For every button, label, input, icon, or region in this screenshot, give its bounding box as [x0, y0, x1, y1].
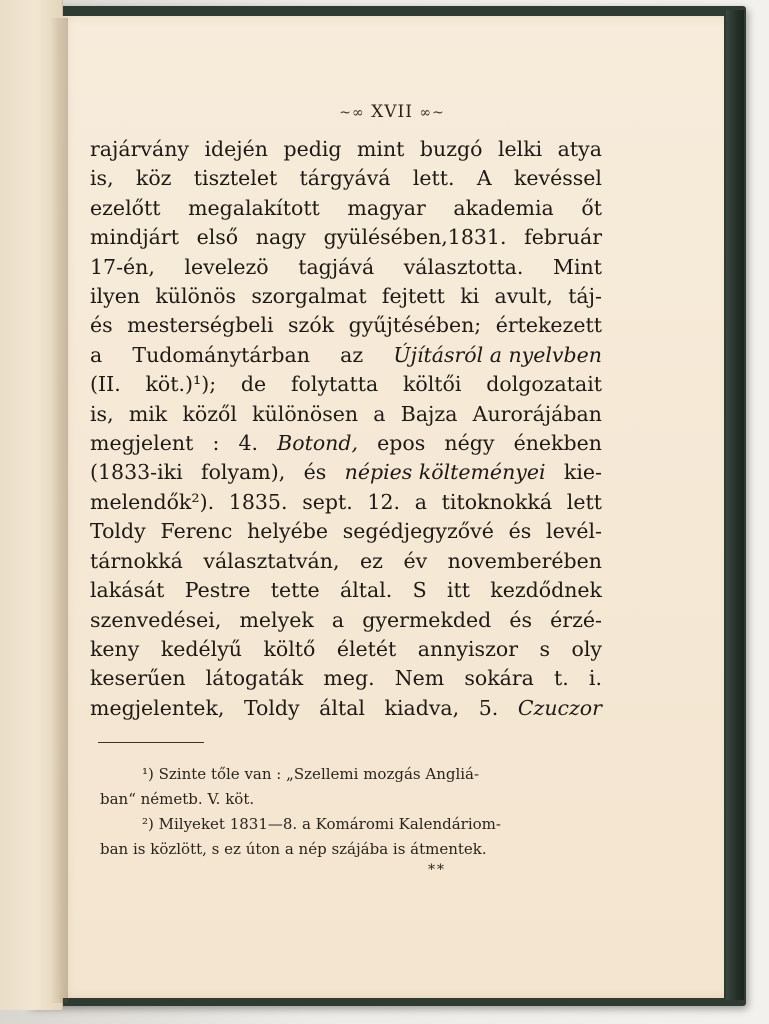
text-line [90, 606, 602, 635]
word: értekezett [495, 313, 602, 338]
word: négy [444, 431, 495, 456]
text-line [90, 253, 602, 282]
word: február [524, 225, 602, 250]
word: köz [135, 166, 172, 191]
word: különösen [252, 401, 359, 426]
text-line [90, 458, 602, 487]
word: mesterségbeli [127, 313, 274, 338]
word: megalakított [188, 195, 320, 220]
word: Botond, [277, 431, 359, 456]
word: 4. [238, 431, 259, 456]
text-line [90, 664, 602, 693]
word: (II. [90, 372, 121, 397]
word: rajárvány [90, 137, 189, 161]
word: megjelent [90, 431, 194, 456]
word: segédjegyzővé [342, 519, 494, 544]
word: kedélyű [160, 636, 242, 661]
word: mik [128, 401, 168, 426]
word: magyar [347, 195, 426, 220]
text-line [90, 311, 602, 340]
ornament-right: ∞~ [419, 105, 445, 121]
word: avult, [494, 284, 553, 309]
word: levelezö [184, 254, 269, 279]
text-line [90, 341, 602, 370]
footnote-2-line-2: ban is közlött, s ez úton a nép szájába is átmentek. [100, 840, 487, 858]
word: énekben [513, 431, 602, 456]
word: látogaták [205, 666, 304, 691]
word: 1835. [228, 489, 288, 514]
word: a [414, 489, 427, 514]
word: és [508, 519, 532, 544]
word: is, [90, 401, 114, 426]
word: által [319, 695, 365, 720]
word: itt [446, 578, 470, 603]
word: szenvedései, [90, 607, 222, 632]
word: közől [182, 401, 237, 426]
word: meg. [323, 666, 375, 691]
text-line [90, 400, 602, 429]
text-line [90, 194, 602, 223]
word: tárnokká [90, 548, 183, 573]
word: az [340, 342, 364, 367]
text-line [90, 429, 602, 458]
word: A [476, 166, 492, 191]
word: választotta. [403, 254, 524, 279]
word: év [403, 548, 428, 573]
word: lett. [412, 166, 455, 191]
word: epos [377, 431, 426, 456]
word: titoknokká [441, 489, 553, 514]
word: mindjárt [90, 225, 179, 250]
word: Tudománytárban [132, 342, 310, 367]
text-line [90, 547, 602, 576]
word: költő [263, 636, 316, 661]
body-text [90, 135, 602, 723]
page-header [60, 102, 724, 122]
word: és [303, 460, 327, 485]
word: megjelentek, [90, 695, 225, 720]
word: kevéssel [513, 166, 602, 191]
word: atya [557, 137, 602, 161]
word: által. [339, 578, 393, 603]
word: ilyen [90, 284, 141, 309]
word: gyermekded [362, 607, 492, 632]
signature-mark: ** [428, 862, 446, 878]
word: keny [90, 636, 140, 661]
word: kie- [563, 460, 602, 485]
word: helyébe [247, 519, 328, 544]
word: Újításról a nyelvben [393, 342, 602, 367]
word: t. [554, 666, 569, 691]
word: lett [566, 489, 602, 514]
word: és [90, 313, 113, 338]
word: buzgó [419, 137, 483, 161]
word: sokára [464, 666, 534, 691]
word: őt [581, 195, 602, 220]
word: pedig [283, 137, 342, 161]
word: Czuczor [517, 695, 602, 720]
word: levél- [546, 519, 602, 544]
word: tette [270, 578, 320, 603]
word: Mint [552, 254, 602, 279]
text-line [90, 488, 602, 517]
word: nagy [255, 225, 306, 250]
word: dolgozatait [486, 372, 602, 397]
word: i. [588, 666, 602, 691]
text-line [90, 694, 602, 723]
word: sept. [302, 489, 353, 514]
word: népies költeményei [344, 460, 546, 485]
word: ezelőtt [90, 195, 161, 220]
book-spine-edge [726, 10, 744, 1000]
word: Toldy [243, 695, 300, 720]
word: szók [288, 313, 335, 338]
word: köt.)¹); [145, 372, 217, 397]
word: költői [402, 372, 462, 397]
word: táj- [568, 284, 602, 309]
text-line [90, 576, 602, 605]
word: 17-én, [90, 254, 155, 279]
word: kezdődnek [490, 578, 602, 603]
word: ki [460, 284, 480, 309]
word: gyűjtésében; [348, 313, 482, 338]
word: Nem [394, 666, 445, 691]
word: a [373, 401, 386, 426]
word: 12. [367, 489, 401, 514]
footnote-2-line-1: ²) Milyeket 1831—8. a Komáromi Kalendáriom- [142, 815, 501, 833]
word: fejtett [381, 284, 445, 309]
word: is, [90, 166, 114, 191]
word: választatván, [203, 548, 340, 573]
word: 5. [478, 695, 499, 720]
word: a [90, 342, 103, 367]
word: S [412, 578, 427, 603]
page-number: XVII [371, 102, 413, 122]
word: novemberében [447, 548, 602, 573]
word: a [331, 607, 345, 632]
word: : [212, 431, 220, 456]
word: de [240, 372, 267, 397]
word: tagjává [298, 254, 375, 279]
text-line [90, 370, 602, 399]
word: gyülésében,1831. [323, 225, 507, 250]
word: Ferenc [160, 519, 233, 544]
word: érzé- [550, 607, 602, 632]
word: akademia [453, 195, 554, 220]
word: oly [571, 636, 602, 661]
word: kiadva, [384, 695, 460, 720]
word: lelki [497, 137, 543, 161]
footnote-1-line-1: ¹) Szinte tőle van : „Szellemi mozgás Angliá- [142, 765, 480, 783]
word: Pestre [184, 578, 251, 603]
word: Aurorájában [472, 401, 602, 426]
word: annyiszor [417, 636, 519, 661]
text-line [90, 282, 602, 311]
word: idején [204, 137, 268, 161]
word: szorgalmat [251, 284, 367, 309]
footnote-1-line-2: ban“ németb. V. köt. [100, 790, 255, 808]
word: tárgyává [299, 166, 391, 191]
text-line [90, 223, 602, 252]
word: Toldy [90, 519, 146, 544]
word: keserűen [90, 666, 186, 691]
word: életét [336, 636, 397, 661]
word: (1833-iki [90, 460, 183, 485]
text-line [90, 135, 602, 164]
word: mint [356, 137, 405, 161]
text-line [90, 635, 602, 664]
footnote-rule [98, 742, 204, 743]
word: első [196, 225, 239, 250]
footnotes [100, 762, 602, 862]
gutter-shadow [50, 18, 68, 1003]
word: melyek [239, 607, 314, 632]
word: és [509, 607, 533, 632]
ornament-left: ~∞ [339, 105, 365, 121]
text-line [90, 164, 602, 193]
word: tisztelet [193, 166, 278, 191]
word: folyam), [201, 460, 286, 485]
word: melendők²). [90, 489, 215, 514]
word: s [539, 636, 551, 661]
word: ez [360, 548, 383, 573]
word: folytatta [290, 372, 379, 397]
word: lakását [90, 578, 165, 603]
word: különös [155, 284, 236, 309]
text-line [90, 517, 602, 546]
word: Bajza [400, 401, 458, 426]
